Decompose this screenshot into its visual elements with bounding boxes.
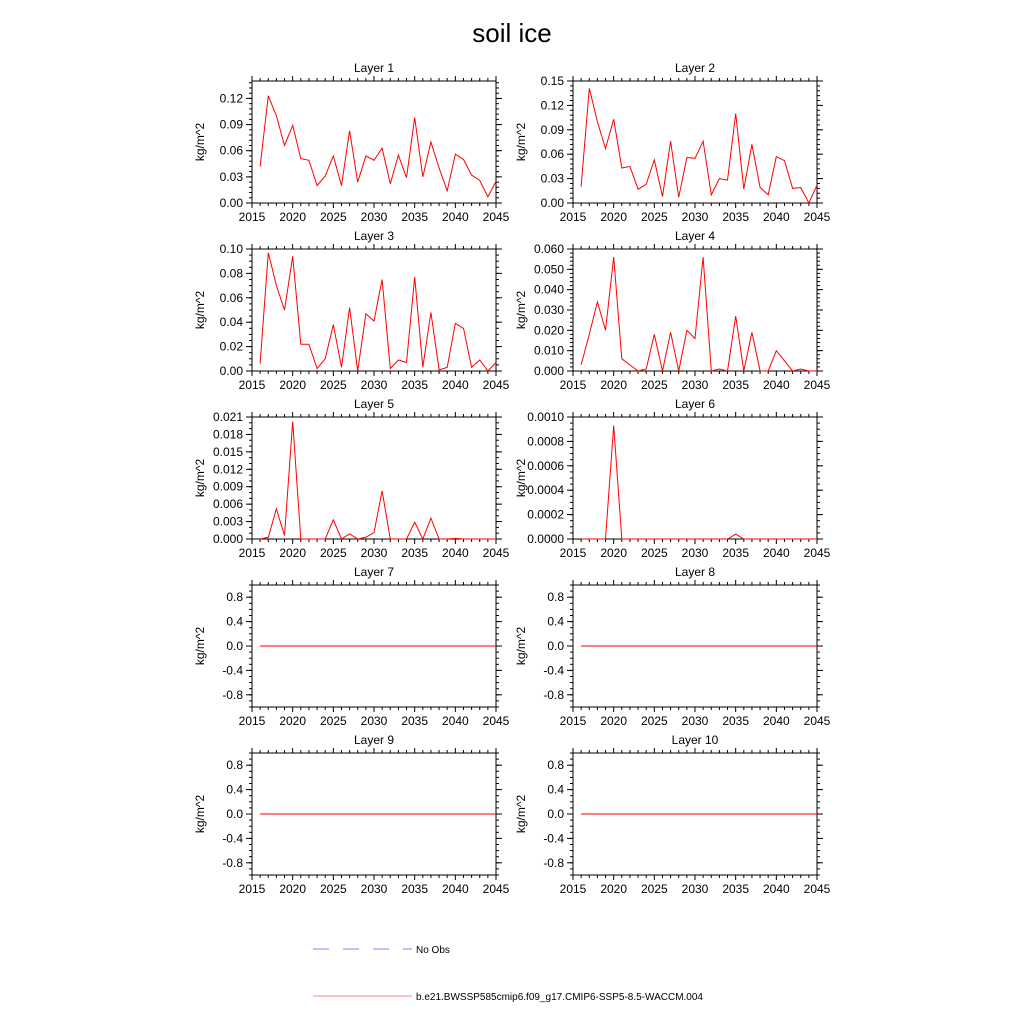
x-tick-label: 2035: [401, 546, 429, 560]
y-axis-label: kg/m^2: [514, 794, 528, 834]
x-tick-label: 2040: [441, 210, 469, 224]
x-tick-label: 2035: [401, 882, 429, 896]
y-tick-label: 0.06: [219, 143, 243, 158]
x-tick-label: 2045: [482, 546, 510, 560]
x-tick-label: 2040: [762, 546, 790, 560]
y-tick-label: 0.00: [219, 196, 243, 210]
panel-layer-6: [514, 397, 831, 560]
x-tick-label: 2045: [482, 378, 510, 392]
y-tick-label: 0.00: [219, 364, 243, 378]
series-line: [581, 426, 817, 540]
x-tick-label: 2015: [559, 714, 587, 728]
y-tick-label: 0.8: [547, 758, 564, 773]
panel-layer-3: [193, 229, 510, 392]
x-tick-label: 2030: [360, 378, 388, 392]
y-tick-label: -0.4: [543, 663, 564, 678]
x-tick-label: 2045: [803, 882, 831, 896]
y-tick-label: 0.4: [226, 614, 243, 629]
x-tick-label: 2020: [600, 546, 628, 560]
panel-layer-2: [514, 61, 831, 224]
x-tick-label: 2015: [238, 210, 266, 224]
y-tick-label: 0.15: [540, 74, 564, 88]
y-tick-label: 0.000: [533, 364, 564, 378]
x-tick-label: 2035: [401, 714, 429, 728]
x-tick-label: 2040: [441, 378, 469, 392]
y-axis-label: kg/m^2: [193, 122, 207, 162]
x-tick-label: 2035: [722, 378, 750, 392]
y-tick-label: 0.012: [212, 462, 243, 477]
y-tick-label: 0.0002: [527, 507, 564, 522]
y-tick-label: 0.0: [226, 639, 243, 653]
y-tick-label: -0.4: [543, 831, 564, 846]
panel-layer-8: [514, 565, 831, 728]
panel-title: Layer 5: [353, 397, 395, 411]
x-tick-label: 2040: [762, 882, 790, 896]
panel-title: Layer 8: [674, 565, 716, 579]
x-tick-label: 2020: [279, 714, 307, 728]
y-tick-label: 0.09: [540, 122, 564, 137]
plot-frame: [252, 81, 496, 203]
x-tick-label: 2045: [803, 210, 831, 224]
x-tick-label: 2025: [640, 546, 668, 560]
y-axis-label: kg/m^2: [514, 458, 528, 498]
y-axis-label: kg/m^2: [514, 122, 528, 162]
x-tick-label: 2020: [600, 210, 628, 224]
x-tick-label: 2045: [803, 714, 831, 728]
y-tick-label: 0.06: [219, 290, 243, 305]
y-tick-label: 0.010: [533, 343, 564, 358]
x-tick-label: 2020: [279, 210, 307, 224]
y-tick-label: 0.000: [212, 532, 243, 546]
y-tick-label: 0.8: [226, 590, 243, 605]
y-tick-label: 0.10: [219, 242, 243, 256]
panel-layer-4: [514, 229, 831, 392]
y-axis-label: kg/m^2: [514, 626, 528, 666]
panel-title: Layer 9: [353, 733, 395, 747]
y-tick-label: 0.12: [219, 91, 243, 106]
x-tick-label: 2040: [762, 378, 790, 392]
x-tick-label: 2040: [441, 546, 469, 560]
x-tick-label: 2025: [640, 210, 668, 224]
x-tick-label: 2030: [681, 378, 709, 392]
x-tick-label: 2030: [360, 546, 388, 560]
series-line: [260, 422, 496, 539]
x-tick-label: 2045: [482, 210, 510, 224]
panel-layer-7: [193, 565, 510, 728]
x-tick-label: 2020: [600, 378, 628, 392]
x-tick-label: 2030: [681, 714, 709, 728]
x-tick-label: 2025: [319, 546, 347, 560]
y-axis-label: kg/m^2: [193, 290, 207, 330]
x-tick-label: 2015: [238, 882, 266, 896]
series-line: [260, 96, 496, 197]
x-tick-label: 2015: [559, 210, 587, 224]
x-tick-label: 2025: [319, 210, 347, 224]
x-tick-label: 2020: [600, 714, 628, 728]
y-tick-label: -0.8: [222, 855, 243, 870]
x-tick-label: 2030: [360, 882, 388, 896]
y-tick-label: 0.030: [533, 303, 564, 317]
x-tick-label: 2045: [803, 546, 831, 560]
x-tick-label: 2020: [279, 882, 307, 896]
y-tick-label: 0.02: [219, 339, 243, 354]
panel-title: Layer 3: [353, 229, 395, 243]
series-line: [260, 253, 496, 371]
panel-title: Layer 4: [674, 229, 716, 243]
y-axis-label: kg/m^2: [193, 794, 207, 834]
x-tick-label: 2045: [482, 714, 510, 728]
panel-title: Layer 6: [674, 397, 716, 411]
y-tick-label: 0.04: [219, 315, 243, 330]
y-tick-label: 0.06: [540, 147, 564, 162]
y-tick-label: 0.4: [547, 782, 564, 797]
x-tick-label: 2015: [238, 546, 266, 560]
x-tick-label: 2020: [279, 546, 307, 560]
x-tick-label: 2030: [681, 210, 709, 224]
panel-layer-1: [193, 61, 510, 224]
x-tick-label: 2015: [559, 546, 587, 560]
x-tick-label: 2015: [238, 378, 266, 392]
x-tick-label: 2030: [681, 546, 709, 560]
y-axis-label: kg/m^2: [514, 290, 528, 330]
y-tick-label: -0.8: [222, 687, 243, 702]
y-tick-label: 0.8: [226, 758, 243, 773]
x-tick-label: 2025: [319, 378, 347, 392]
y-tick-label: 0.0: [547, 807, 564, 821]
panel-layer-9: [193, 733, 510, 896]
series-line: [581, 257, 817, 371]
x-tick-label: 2045: [482, 882, 510, 896]
x-tick-label: 2040: [762, 210, 790, 224]
y-axis-label: kg/m^2: [193, 458, 207, 498]
y-tick-label: 0.12: [540, 98, 564, 113]
x-tick-label: 2015: [559, 882, 587, 896]
x-tick-label: 2030: [681, 882, 709, 896]
x-tick-label: 2025: [319, 714, 347, 728]
x-tick-label: 2035: [401, 378, 429, 392]
x-tick-label: 2035: [722, 882, 750, 896]
y-tick-label: 0.0000: [527, 532, 564, 546]
x-tick-label: 2025: [640, 714, 668, 728]
x-tick-label: 2030: [360, 210, 388, 224]
x-tick-label: 2025: [640, 882, 668, 896]
x-tick-label: 2020: [600, 882, 628, 896]
x-tick-label: 2035: [401, 210, 429, 224]
figure-title: soil ice: [472, 18, 552, 48]
y-tick-label: 0.060: [533, 242, 564, 256]
y-tick-label: 0.4: [547, 614, 564, 629]
legend-label-model: b.e21.BWSSP585cmip6.f09_g17.CMIP6-SSP5-8.5-WACCM.004: [416, 992, 703, 1003]
x-tick-label: 2040: [441, 714, 469, 728]
y-tick-label: 0.006: [212, 497, 243, 512]
panel-layer-10: [514, 733, 831, 896]
y-tick-label: 0.09: [219, 117, 243, 132]
y-tick-label: 0.040: [533, 282, 564, 297]
plot-frame: [573, 81, 817, 203]
x-tick-label: 2040: [762, 714, 790, 728]
y-tick-label: 0.0008: [527, 434, 564, 449]
y-tick-label: 0.009: [212, 479, 243, 494]
y-tick-label: 0.018: [212, 427, 243, 442]
plot-frame: [573, 249, 817, 371]
y-tick-label: 0.8: [547, 590, 564, 605]
y-tick-label: 0.020: [533, 323, 564, 338]
panel-layer-5: [193, 397, 510, 560]
x-tick-label: 2030: [360, 714, 388, 728]
x-tick-label: 2025: [319, 882, 347, 896]
y-tick-label: 0.03: [219, 169, 243, 184]
y-tick-label: 0.03: [540, 171, 564, 186]
y-tick-label: 0.050: [533, 262, 564, 277]
y-tick-label: 0.00: [540, 196, 564, 210]
x-tick-label: 2035: [722, 714, 750, 728]
y-tick-label: 0.015: [212, 444, 243, 459]
panel-title: Layer 1: [353, 61, 395, 75]
y-tick-label: 0.0010: [527, 410, 564, 424]
y-tick-label: 0.0006: [527, 458, 564, 473]
panel-title: Layer 7: [353, 565, 395, 579]
panel-title: Layer 10: [671, 733, 719, 747]
y-tick-label: 0.003: [212, 514, 243, 529]
y-tick-label: 0.0: [226, 807, 243, 821]
y-tick-label: 0.4: [226, 782, 243, 797]
x-tick-label: 2045: [803, 378, 831, 392]
y-tick-label: -0.8: [543, 855, 564, 870]
series-line: [581, 88, 817, 203]
y-tick-label: 0.08: [219, 266, 243, 281]
x-tick-label: 2020: [279, 378, 307, 392]
panel-title: Layer 2: [674, 61, 716, 75]
y-tick-label: -0.8: [543, 687, 564, 702]
y-tick-label: -0.4: [222, 831, 243, 846]
x-tick-label: 2015: [559, 378, 587, 392]
legend-label-no-obs: No Obs: [416, 945, 450, 956]
y-tick-label: 0.0004: [527, 483, 564, 498]
x-tick-label: 2035: [722, 546, 750, 560]
y-axis-label: kg/m^2: [193, 626, 207, 666]
y-tick-label: 0.021: [212, 410, 243, 424]
legend: [313, 945, 703, 1003]
x-tick-label: 2015: [238, 714, 266, 728]
y-tick-label: -0.4: [222, 663, 243, 678]
x-tick-label: 2025: [640, 378, 668, 392]
y-tick-label: 0.0: [547, 639, 564, 653]
x-tick-label: 2040: [441, 882, 469, 896]
plot-frame: [252, 249, 496, 371]
x-tick-label: 2035: [722, 210, 750, 224]
